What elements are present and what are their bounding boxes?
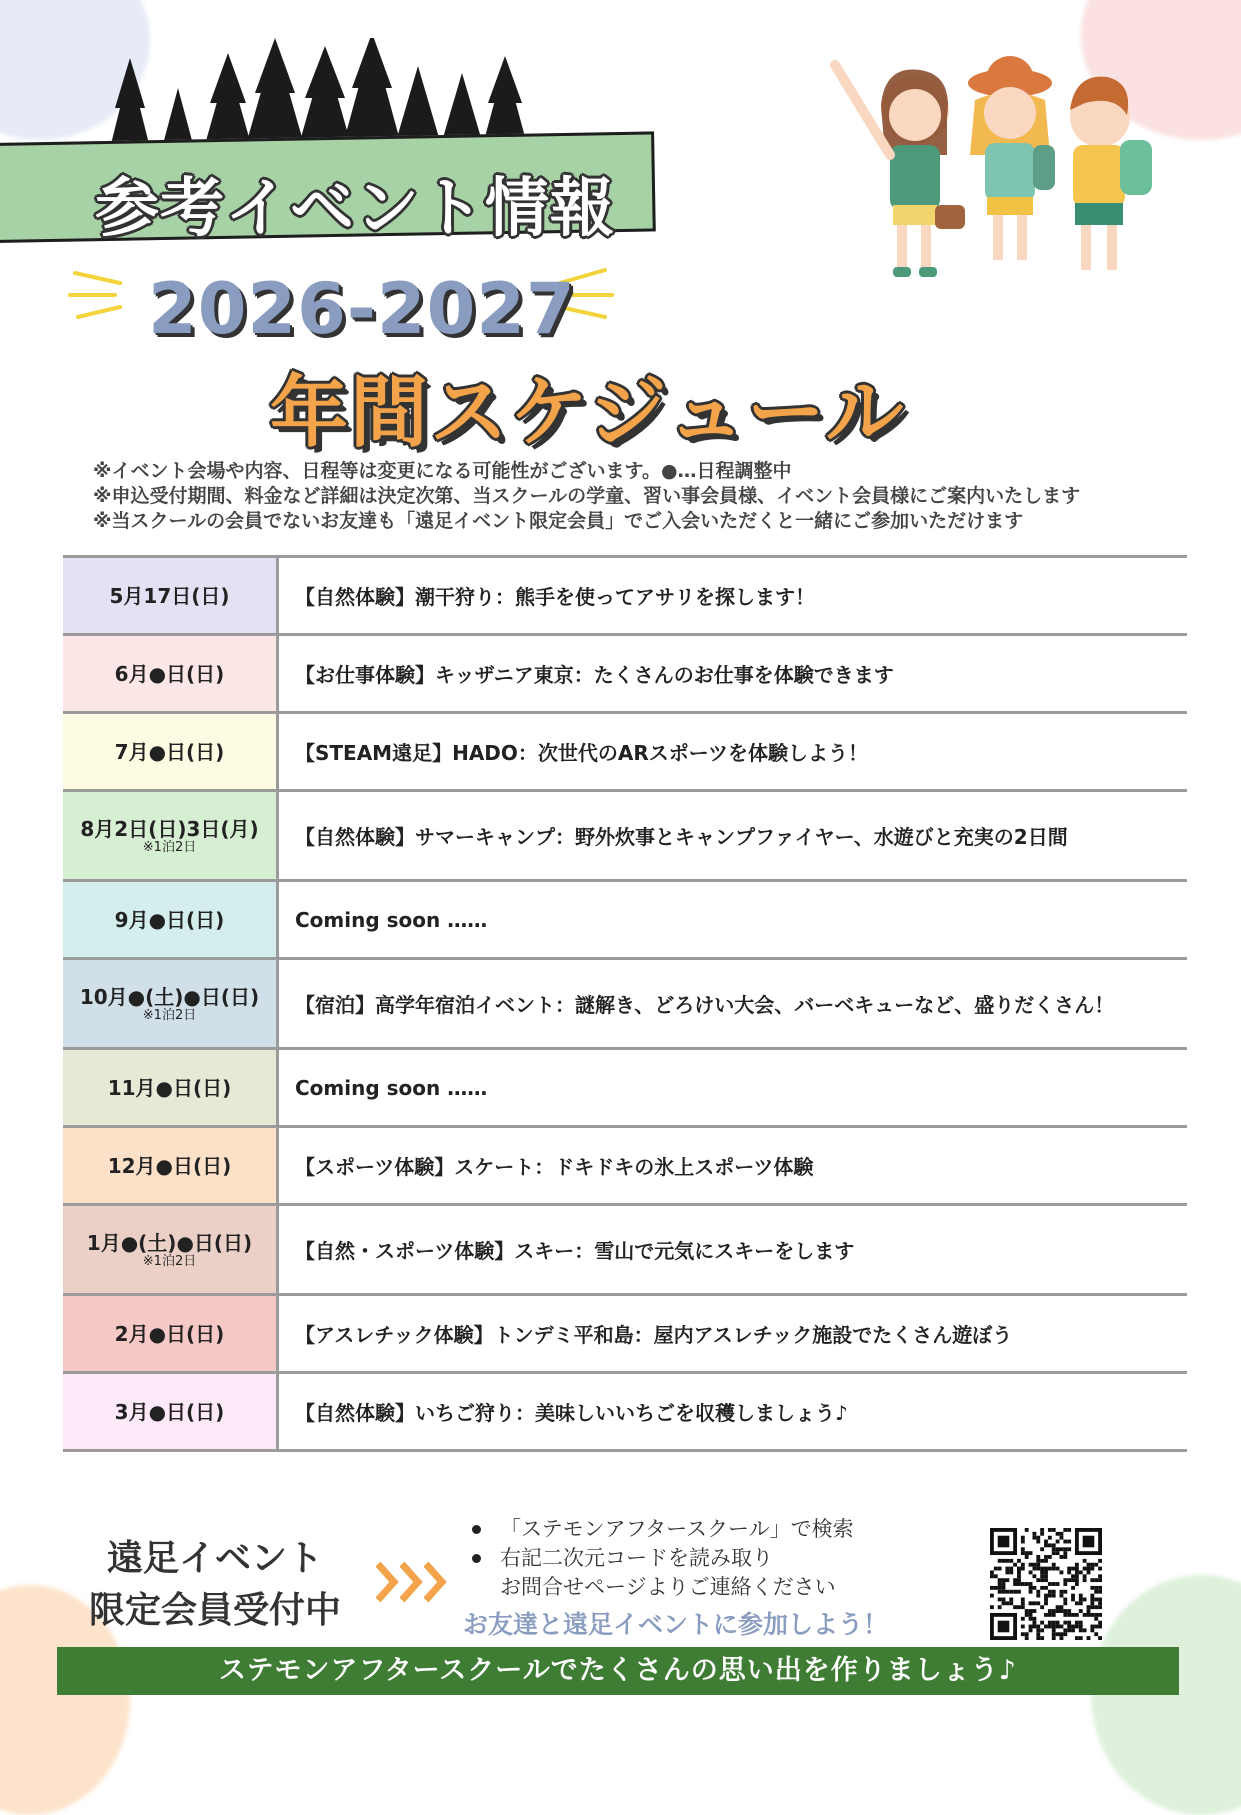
schedule-date xyxy=(63,557,278,635)
schedule-date xyxy=(63,791,278,881)
member-line: 限定会員受付中 xyxy=(88,1590,341,1631)
date-label: 2月●日(日) xyxy=(114,1321,225,1346)
event-description: 【STEAM遠足】HADO：次世代のARスポーツを体験しよう！ xyxy=(278,713,1188,791)
table-row xyxy=(63,557,1187,635)
schedule-date xyxy=(63,1295,278,1373)
qr-code[interactable] xyxy=(990,1528,1102,1640)
schedule-date xyxy=(63,881,278,959)
date-label: 8月2日(日)3日(月) xyxy=(80,816,259,841)
date-label: 11月●日(日) xyxy=(107,1075,232,1100)
event-description: Coming soon …… xyxy=(278,1049,1188,1127)
table-row xyxy=(63,881,1187,959)
date-label: 3月●日(日) xyxy=(114,1399,225,1424)
corner-decoration xyxy=(1091,1575,1241,1815)
notice-text xyxy=(93,459,1080,534)
list-item: 「ステモンアフタースクール」で検索 xyxy=(470,1515,854,1544)
table-row xyxy=(63,1373,1187,1451)
table-row xyxy=(63,1049,1187,1127)
schedule-date xyxy=(63,959,278,1049)
table-row xyxy=(63,1295,1187,1373)
table-row xyxy=(63,1205,1187,1295)
event-description: 【お仕事体験】キッザニア東京：たくさんのお仕事を体験できます xyxy=(278,635,1188,713)
event-description: 【スポーツ体験】スケート：ドキドキの氷上スポーツ体験 xyxy=(278,1127,1188,1205)
schedule-date xyxy=(63,1373,278,1451)
date-label: 9月●日(日) xyxy=(114,907,225,932)
chevron-right-icon xyxy=(374,1560,454,1604)
event-description: 【自然体験】サマーキャンプ：野外炊事とキャンプファイヤー、水遊びと充実の2日間 xyxy=(278,791,1188,881)
date-label: 5月17日(日) xyxy=(109,583,230,608)
call-to-action: お友達と遠足イベントに参加しよう！ xyxy=(463,1610,889,1639)
list-item: 右記二次元コードを読み取り xyxy=(470,1544,854,1573)
schedule-date xyxy=(63,1127,278,1205)
date-label: 10月●(土)●日(日) xyxy=(79,984,260,1009)
children-hiking-illustration xyxy=(815,45,1170,325)
schedule-date xyxy=(63,635,278,713)
event-description: 【宿泊】高学年宿泊イベント：謎解き、どろけい大会、バーベキューなど、盛りだくさん！ xyxy=(278,959,1188,1049)
contact-instructions xyxy=(470,1515,854,1602)
notice-line: ※イベント会場や内容、日程等は変更になる可能性がございます。●…日程調整中 xyxy=(93,460,792,482)
list-item: お問合せページよりご連絡ください xyxy=(500,1575,836,1599)
table-row xyxy=(63,713,1187,791)
member-line: 遠足イベント xyxy=(106,1538,323,1579)
member-recruit-text xyxy=(80,1533,350,1637)
notice-line: ※当スクールの会員でないお友達も「遠足イベント限定会員」でご入会いただくと一緒にご参加いただけます xyxy=(93,510,1024,532)
date-note: ※1泊2日 xyxy=(142,839,197,855)
schedule-date xyxy=(63,713,278,791)
schedule-date xyxy=(63,1205,278,1295)
event-description: Coming soon …… xyxy=(278,881,1188,959)
notice-line: ※申込受付期間、料金など詳細は決定次第、当スクールの学童、習い事会員様、イベント会員様にご案内いたします xyxy=(93,485,1081,507)
date-note: ※1泊2日 xyxy=(142,1253,197,1269)
date-label: 7月●日(日) xyxy=(114,739,225,764)
event-description: 【自然体験】潮干狩り：熊手を使ってアサリを探します！ xyxy=(278,557,1188,635)
date-note: ※1泊2日 xyxy=(142,1007,197,1023)
event-description: 【自然体験】いちご狩り：美味しいいちごを収穫しましょう♪ xyxy=(278,1373,1188,1451)
table-row xyxy=(63,959,1187,1049)
schedule-date xyxy=(63,1049,278,1127)
date-label: 1月●(土)●日(日) xyxy=(86,1230,253,1255)
schedule-year: 2026-2027 xyxy=(148,268,576,350)
schedule-heading: 年間スケジュール xyxy=(270,368,906,458)
date-label: 6月●日(日) xyxy=(114,661,225,686)
footer-banner: ステモンアフタースクールでたくさんの思い出を作りましょう♪ xyxy=(57,1647,1179,1695)
table-row xyxy=(63,1127,1187,1205)
table-row xyxy=(63,635,1187,713)
event-description: 【自然・スポーツ体験】スキー：雪山で元気にスキーをします xyxy=(278,1205,1188,1295)
schedule-table xyxy=(63,555,1187,1452)
date-label: 12月●日(日) xyxy=(107,1153,232,1178)
page-title: 参考イベント情報 xyxy=(95,172,615,246)
event-description: 【アスレチック体験】トンデミ平和島：屋内アスレチック施設でたくさん遊ぼう xyxy=(278,1295,1188,1373)
table-row xyxy=(63,791,1187,881)
